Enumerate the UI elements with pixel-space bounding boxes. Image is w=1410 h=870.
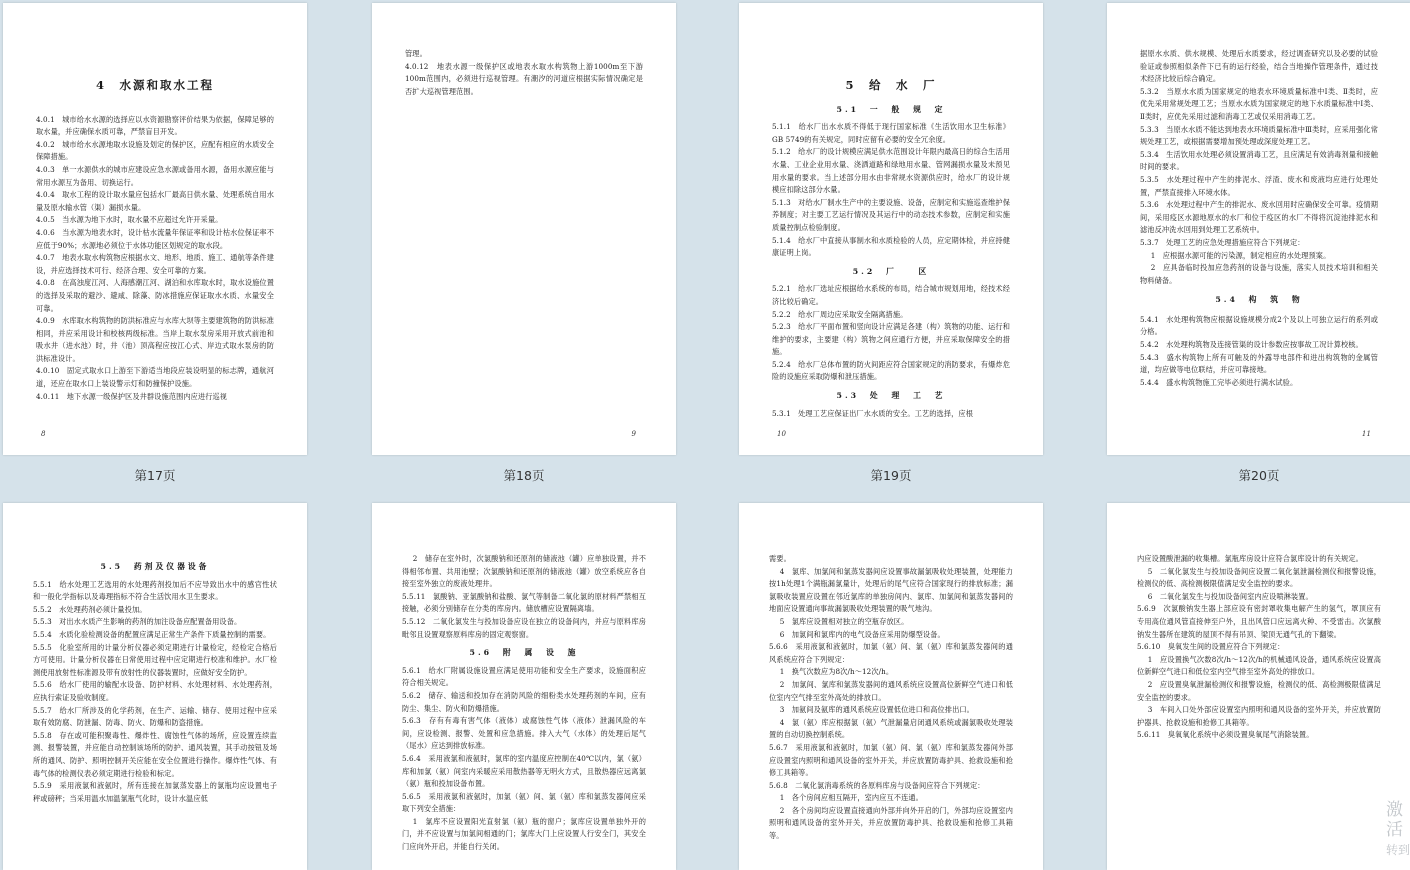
clause-paragraph: 5.2.3 给水厂平面布置和竖向设计应满足各建（构）筑物的功能、运行和维护的要求，主要建（构）筑物之间应通行方便，并应采取保障安全的措施。 — [772, 322, 1010, 357]
watermark-line: 激活 — [1386, 800, 1403, 840]
section-title: 5.4 构 筑 物 — [1215, 295, 1303, 305]
clause-paragraph: 5.6.5 采用液氯和液氨时，加氯（氨）间、氯（氨）库和氯蒸发器间应采取下列安全措施： — [402, 791, 646, 814]
clause-paragraph: 4.0.4 取水工程的设计取水量应包括水厂最高日供水量、处理系统自用水量及原水输水管（渠）漏损水量。 — [36, 190, 274, 212]
clause-paragraph: 5.2.4 给水厂总体布置的防火间距应符合国家规定的消防要求，有爆炸危险的设施应采取防爆和泄压措施。 — [772, 359, 1010, 382]
page-content — [405, 3, 643, 98]
clause-paragraph: 4.0.11 地下水源一级保护区及井群设施范围内应进行巡视 — [36, 391, 228, 401]
clause-paragraph: 5.5.1 给水处理工艺选用的水处理药剂投加后不应导致出水中的感官性状和一般化学指标以及毒理指标不符合生活饮用水卫生要求。 — [33, 579, 277, 602]
clause-paragraph: 5.4.2 水处理构筑物及连接管渠的设计参数应按事故工况计算校核。 — [1140, 340, 1363, 350]
clause-paragraph: 5.1.4 给水厂中直接从事制水和水质检验的人员，应定期体检，并应持健康证明上岗。 — [772, 235, 1010, 258]
document-page[interactable] — [739, 3, 1043, 455]
clause-paragraph: 4.0.10 固定式取水口上游至下游适当地段应装设明显的标志牌，通航河道，还应在取水口上装设警示灯和防撞保护设施。 — [36, 366, 274, 389]
page-content — [1137, 503, 1381, 742]
clause-paragraph: 5.5.9 采用液氯和液氨时，所有连接在加氯蒸发器上的氯瓶均应设置电子秤或磅秤；当采用温水加温氯瓶气化时，设计水温应低 — [33, 781, 277, 803]
clause-paragraph: 5.6.10 臭氧发生间的设置应符合下列规定： — [1137, 642, 1285, 652]
clause-paragraph: 5.6.1 给水厂附属设施设置应满足使用功能和安全生产要求，设施面积应符合相关规定。 — [402, 665, 646, 688]
clause-paragraph: 5.3.2 当原水水质为国家规定的地表水环境质量标准中Ⅰ类、Ⅱ类时，应优先采用常规处理工艺；当原水水质为国家规定的地下水质量标准中Ⅰ类、Ⅱ类时，应优先采用过滤和消毒工艺或仅采用消毒工艺。 — [1140, 86, 1378, 121]
clause-paragraph: 5.6.4 采用液氯和液氨时，氯库的室内温度应控制在40℃以内，氯（氨）库和加氯（氨）间室内采暖应采用散热器等无明火方式，且散热器应远离氯（氨）瓶和投加设备布置。 — [402, 753, 646, 789]
clause-paragraph: 5.3.7 处理工艺的应急处理措施应符合下列规定： — [1140, 237, 1305, 247]
clause-paragraph: 5.5.6 给水厂使用的输配水设备、防护材料、水处理材料、水处理药剂，应执行索证及验收制度。 — [33, 680, 277, 702]
clause-paragraph: 5.1.3 对给水厂制水生产中的主要设施、设备，应制定和实施巡查维护保养制度；对主要工艺运行情况及其运行中的动态技术参数，应制定和实施质量控制点检验制度。 — [772, 197, 1010, 232]
clause-paragraph: 4.0.5 当水源为地下水时，取水量不应超过允许开采量。 — [36, 215, 223, 225]
page-number: 8 — [41, 430, 46, 439]
chapter-title: 5 给 水 厂 — [845, 78, 937, 92]
clause-paragraph: 1 应设置换气次数8次/h～12次/h的机械通风设备，通风系统应设置高位新鲜空气进口和低位室内空气排至室外高处的排放口。 — [1137, 654, 1381, 677]
page-content — [33, 503, 277, 805]
page-number: 10 — [777, 430, 787, 439]
clause-paragraph: 4.0.12 地表水源一级保护区或地表水取水构筑物上游1000m至下游100m范围内，必须进行巡视管理。有潮汐的河道应根据实际情况确定是否扩大巡视管理范围。 — [405, 61, 643, 96]
clause-paragraph: 5.4.1 水处理构筑物应根据设施规模分成2个及以上可独立运行的系列或分格。 — [1140, 314, 1378, 337]
clause-paragraph: 5.2.2 给水厂周边应采取安全隔离措施。 — [772, 309, 908, 319]
clause-paragraph: 5.3.1 处理工艺应保证出厂水水质的安全。工艺的选择，应根 — [772, 408, 973, 418]
clause-paragraph: 5.6.11 臭氧氧化系统中必须设置臭氧尾气消除装置。 — [1137, 730, 1314, 740]
clause-paragraph: 管理。 — [405, 49, 427, 58]
clause-paragraph: 6 二氧化氯发生与投加设备间室内应设喷淋装置。 — [1147, 591, 1313, 601]
clause-paragraph: 2 储存在室外时，次氯酸钠和还原剂的储液池（罐）应单独设置，并不得相邻布置、共用池壁；次氯酸钠和还原剂的储液池（罐）放空系统应各自接至室外独立的废液处理井。 — [402, 554, 646, 589]
clause-paragraph: 2 应具备临时投加应急药剂的设备与设施，落实人员技术培训和相关物料储备。 — [1140, 263, 1378, 285]
clause-paragraph: 5 氯库应设置相对独立的空瓶存放区。 — [779, 616, 909, 626]
clause-paragraph: 5.5.3 对出水水质产生影响的药剂的加注设备应配置备用设备。 — [33, 617, 242, 627]
page-content — [1140, 3, 1378, 389]
clause-paragraph: 2 各个房间均应设置直接通向外部并向外开启的门，外部均应设置室内照明和通风设备的室外开关，并应放置防毒护具、抢救设施和抢修工具箱等。 — [769, 805, 1013, 841]
clause-paragraph: 4.0.2 城市给水水源地取水设施及划定的保护区，应配有相应的水质安全保障措施。 — [36, 139, 274, 162]
clause-paragraph: 5.3.6 水处理过程中产生的排泥水、废水回用时应确保安全可靠。疫情期间，采用疫区水源地原水的水厂和位于疫区的水厂不得将沉淀池排泥水和滤池反冲洗水回用到处理工艺系统中。 — [1140, 200, 1378, 235]
clause-paragraph: 5.3.4 生活饮用水处理必须设置消毒工艺，且应满足有效消毒剂量和接触时间的要求。 — [1140, 149, 1378, 172]
clause-paragraph: 5.6.3 存有有毒有害气体（液体）或腐蚀性气体（液体）泄漏风险的车间，应设检测、报警、处置和应急措施。排入大气（水体）的处理后尾气（尾水）应达到排放标准。 — [402, 716, 646, 751]
clause-paragraph: 内应设置酸泄漏的收集槽。氯瓶库房设计应符合氯库设计的有关规定。 — [1137, 554, 1363, 563]
clause-paragraph: 据原水水质、供水规模、处理后水质要求，经过调查研究以及必要的试验验证或参照相似条件下已有的运行经验，结合当地操作管理条件，通过技术经济比较后综合确定。 — [1140, 49, 1378, 84]
clause-paragraph: 5.4.4 盛水构筑物施工完毕必须进行满水试验。 — [1140, 377, 1298, 387]
document-page[interactable] — [372, 503, 676, 870]
section-title: 5.5 药剂及仪器设备 — [100, 562, 210, 571]
document-page[interactable] — [1107, 503, 1410, 870]
clause-paragraph: 1 换气次数应为8次/h～12次/h。 — [779, 667, 894, 677]
clause-paragraph: 5.5.5 化验室所用的计量分析仪器必须定期进行计量检定，经检定合格后方可使用。计量分析仪器在日常使用过程中应定期进行校准和维护。水厂检测使用放射性标准源及带有放射性的仪器装置时，应做好安全防护。 — [33, 642, 277, 677]
page-content — [772, 3, 1010, 420]
clause-paragraph: 4.0.7 地表水取水构筑物应根据水文、地形、地质、施工、通航等条件建设，并应选择技术可行、经济合理、安全可靠的方案。 — [36, 253, 274, 275]
clause-paragraph: 1 氯库不应设置阳光直射氯（氨）瓶的窗户；氯库应设置单独外开的门，并不应设置与加氯间相通的门；氯库大门上应设置人行安全门，其安全门应向外开启，并能自行关闭。 — [402, 816, 646, 852]
activation-watermark — [1386, 800, 1410, 860]
section-title: 5.6 附 属 设 施 — [469, 648, 579, 658]
clause-paragraph: 5.6.9 次氯酸钠发生器上部应设有密封罩收集电解产生的氢气，罩顶应有专用高位通风管直接伸至户外，且出风管口应远离火种、不受雷击。次氯酸钠发生器所在建筑的屋顶不得有吊顶、梁顶无通气孔的下翻梁。 — [1137, 604, 1381, 639]
clause-paragraph: 4 氯库、加氯间和氯蒸发器间应设置事故漏氯吸收处理装置，处理能力按1h处理1个满瓶漏氯量计，处理后的尾气应符合国家现行的排放标准；漏氯吸收装置应设置在邻近氯库的单独房间内、氯库、加氯间和氯蒸发器间的地面应设置通向事故漏氯吸收处理装置的吸气地沟。 — [769, 566, 1013, 614]
clause-paragraph: 5.4.3 盛水构筑物上所有可触及的外露导电部件和进出构筑物的金属管道，均应做等电位联结，并应可靠接地。 — [1140, 352, 1378, 375]
page-label[interactable]: 第18页 — [503, 468, 545, 483]
clause-paragraph: 4.0.6 当水源为地表水时，设计枯水流量年保证率和设计枯水位保证率不应低于90%；水源地必须位于水体功能区划规定的取水段。 — [36, 227, 274, 250]
clause-paragraph: 5.5.11 氯酸钠、亚氯酸钠和盐酸、氯气等制备二氧化氯的原材料严禁相互接触，必须分别储存在分类的库房内。储放槽应设置隔离墙。 — [402, 591, 646, 614]
clause-paragraph: 5.2.1 给水厂选址应根据给水系统的布局，结合城市规划用地，经技术经济比较后确定。 — [772, 284, 1010, 306]
page-label[interactable]: 第17页 — [134, 468, 176, 483]
clause-paragraph: 5.5.12 二氧化氯发生与投加设备应设在独立的设备间内，并应与原料库房毗邻且设置观察原料库房的固定观察窗。 — [402, 616, 646, 639]
document-page[interactable] — [739, 503, 1043, 870]
clause-paragraph: 5.5.8 存在或可能积聚毒性、爆炸性、腐蚀性气体的场所，应设置连续监测、报警装置，并应能自动控制该场所的防护、通风装置，其手动按钮及场所的通风、防护、照明控制开关应能在安全位置进行操作。爆炸性气体、有毒气体的检测仪表必须定期进行检验和标定。 — [33, 730, 277, 778]
clause-paragraph: 2 加氯间、氯库和氯蒸发器间的通风系统应设置高位新鲜空气进口和低位室内空气排至室外高处的排放口。 — [769, 679, 1013, 702]
clause-paragraph: 5.1.2 给水厂的设计规模应满足供水范围设计年限内最高日的综合生活用水量、工业企业用水量、浇洒道路和绿地用水量、管网漏损水量及未预见用水量的要求。当上述部分用水由非常规水资源供应时，给水厂的设计规模应扣除这部分水量。 — [772, 147, 1010, 195]
clause-paragraph: 5.3.3 当原水水质不能达到地表水环境质量标准中Ⅲ类时，应采用强化常规处理工艺，或根据需要增加预处理或深度处理工艺。 — [1140, 124, 1378, 147]
clause-paragraph: 5.3.5 水处理过程中产生的排泥水、浮渣、废水和废液均应进行处理处置，严禁直接排入环境水体。 — [1140, 174, 1378, 197]
clause-paragraph: 5.5.7 给水厂所涉及的化学药剂，在生产、运输、储存、使用过程中应采取有效防腐、防泄漏、防毒、防火、防爆和防盗措施。 — [33, 705, 277, 728]
document-page[interactable] — [372, 3, 676, 455]
clause-paragraph: 4.0.9 水库取水构筑物的防洪标准应与水库大坝等主要建筑物的防洪标准相同，并应采用设计和校核两级标准。当岸上取水泵房采用开放式前池和吸水井（进水池）时，井（池）顶高程应按江心式、岸边式取水泵房的防洪标准设计。 — [36, 316, 274, 363]
page-number: 9 — [631, 430, 636, 439]
clause-paragraph: 5.6.8 二氧化氯消毒系统的各原料库房与设备间应符合下列规定： — [769, 780, 985, 790]
clause-paragraph: 5 二氧化氯发生与投加设备间应设置二氧化氯泄漏检测仪和报警设施，检测仪的低、高检测极限值满足安全监控的要求。 — [1137, 566, 1381, 589]
document-page[interactable] — [3, 503, 307, 870]
page-content — [769, 503, 1013, 843]
page-label[interactable]: 第20页 — [1238, 468, 1280, 483]
page-content — [36, 3, 274, 403]
document-page[interactable] — [3, 3, 307, 455]
clause-paragraph: 6 加氯间和氯库内的电气设备应采用防爆型设备。 — [779, 629, 945, 639]
section-title: 5.1 一 般 规 定 — [836, 104, 946, 114]
section-title: 5.3 处 理 工 艺 — [836, 391, 946, 401]
section-title: 5.2 厂 区 — [852, 266, 930, 276]
clause-paragraph: 需要。 — [769, 554, 791, 563]
clause-paragraph: 5.6.6 采用液氯和液氨时，加氯（氨）间、氯（氨）库和氯蒸发器间的通风系统应符合下列规定： — [769, 642, 1013, 664]
clause-paragraph: 4.0.8 在高浊度江河、人海感潮江河、湖泊和水库取水时，取水设施位置的选择及采取的避沙、避咸、除藻、防冰措施应保证取水水质、水量安全可靠。 — [36, 278, 274, 313]
clause-paragraph: 1 应根据水源可能的污染源，制定相应的水处理预案。 — [1150, 250, 1331, 260]
clause-paragraph: 4.0.1 城市给水水源的选择应以水资源勘察评价结果为依据，保障足够的取水量，并应确保水质可靠，严禁盲目开发。 — [36, 114, 274, 137]
document-page[interactable] — [1107, 3, 1410, 455]
clause-paragraph: 4 氯（氨）库应根据氯（氨）气泄漏量启闭通风系统或漏氯吸收处理装置的自动切换控制系统。 — [769, 717, 1013, 740]
clause-paragraph: 3 加氨间及氨库的通风系统应设置低位进口和高位排出口。 — [779, 705, 974, 715]
watermark-line: 转到 — [1386, 843, 1410, 857]
clause-paragraph: 5.1.1 给水厂出水水质不得低于现行国家标准《生活饮用水卫生标准》GB 5749的有关规定，同时应留有必要的安全冗余度。 — [772, 122, 1010, 144]
clause-paragraph: 5.5.4 水质化验检测设备的配置应满足正常生产条件下质量控制的需要。 — [33, 629, 271, 639]
clause-paragraph: 3 车间入口处外部应设置室内照明和通风设备的室外开关，并应放置防护器具、抢救设施和抢修工具箱等。 — [1137, 705, 1381, 727]
clause-paragraph: 4.0.3 单一水源供水的城市应建设应急水源或备用水源，备用水源应能与常用水源互为备用、切换运行。 — [36, 164, 274, 187]
page-label[interactable]: 第19页 — [870, 468, 912, 483]
chapter-title: 4 水源和取水工程 — [95, 78, 214, 92]
clause-paragraph: 5.5.2 水处理药剂必须计量投加。 — [33, 604, 147, 614]
clause-paragraph: 5.6.2 储存、输送和投加存在消防风险的细粉类水处理药剂的车间，应有防尘、集尘、防火和防爆措施。 — [402, 690, 646, 713]
page-content — [402, 503, 646, 854]
clause-paragraph: 1 各个房间应相互隔开，室内应互不连通。 — [779, 793, 923, 803]
clause-paragraph: 2 应设置臭氧泄漏检测仪和报警设施，检测仪的低、高检测极限值满足安全监控的要求。 — [1137, 679, 1381, 702]
clause-paragraph: 5.6.7 采用液氯和液氨时，加氯（氨）间、氯（氨）库和氯蒸发器间外部应设置室内照明和通风设备的室外开关，并应放置防毒护具、抢救设施和抢修工具箱等。 — [769, 742, 1013, 778]
page-number: 11 — [1361, 430, 1371, 439]
